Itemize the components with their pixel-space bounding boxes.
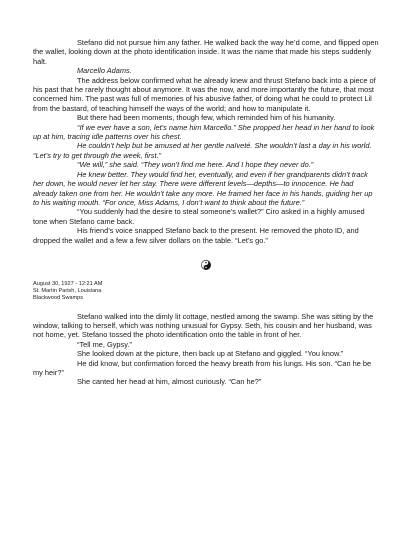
paragraph: “Tell me, Gypsy.” <box>77 339 132 349</box>
scene-header <box>33 281 379 303</box>
paragraph: Marcello Adams. <box>77 66 132 76</box>
paragraph: He did know, but confirmation forced the heavy breath from his lungs. His son. “Can he be my heir?” <box>33 358 372 377</box>
scene-date: August 30, 1927 - 12:21 AM <box>33 280 103 287</box>
yin-yang-icon <box>201 260 211 270</box>
paragraph: “You suddenly had the desire to steal someone’s wallet?” Ciro asked in a highly amused tone when Stefano came back. <box>33 207 365 226</box>
paragraph: Stefano did not pursue him any father. He walked back the way he’d come, and flipped open the wallet, looking down at the photo identification inside. It was the name that made his steps suddenly halt. <box>33 38 379 66</box>
paragraph: He couldn’t help but be amused at her gentle naïveté. She wouldn’t last a day in his world. “Let’s try to get through the week, first.” <box>33 141 372 160</box>
scene-place: St. Martin Parish, Louisiana <box>33 288 102 295</box>
paragraph: She canted her head at him, almost curiously. “Can he?” <box>77 377 262 387</box>
scene-location: Blackwood Swamps <box>33 295 84 302</box>
paragraph: “We will,” she said. “They won’t find me here. And I hope they never do.” <box>77 160 314 170</box>
scene-two <box>33 312 379 387</box>
paragraph: Stefano walked into the dimly lit cottage, nestled among the swamp. She was sitting by the window, talking to herself, which was nothing unusual for Gypsy. Seth, his cousin and her husband, was not home, yet. Stefano tossed the photo identification onto the table in front of her. <box>33 311 374 340</box>
scene-one <box>33 38 379 245</box>
paragraph: She looked down at the picture, then back up at Stefano and giggled. “You know.” <box>77 349 344 359</box>
paragraph: “If we ever have a son, let’s name him Marcello.” She propped her head in her hand to look up at him, tracing idle patterns over his chest. <box>33 122 375 142</box>
paragraph: He knew better. They would find her, eventually, and even if her grandparents didn’t track her down, he would never let her stay. There were different levels—depths—to innocence. He had already taken one from her. He wouldn’t take any more. He framed her face in his hands, guiding her up to his waiting mouth. “For once, Miss Adams, I don’t want to think about the future.” <box>33 169 373 207</box>
document-page <box>33 38 379 387</box>
scene-separator <box>33 260 379 270</box>
paragraph: His friend’s voice snapped Stefano back to the present. He removed the photo ID, and dropped the wallet and a few a few silver dollars on the table. “Let’s go.” <box>33 226 359 245</box>
paragraph: But there had been moments, though few, which reminded him of his humanity. <box>77 113 336 123</box>
paragraph: The address below confirmed what he already knew and thrust Stefano back into a piece of his past that he rarely thought about anymore. It was the now, and more importantly the future, that most concerned him. The past was full of memories of his abusive father, of doing what he could to protect Lil from the bastard, of teaching himself the ways of the world; and how to manipulate it. <box>33 75 376 113</box>
